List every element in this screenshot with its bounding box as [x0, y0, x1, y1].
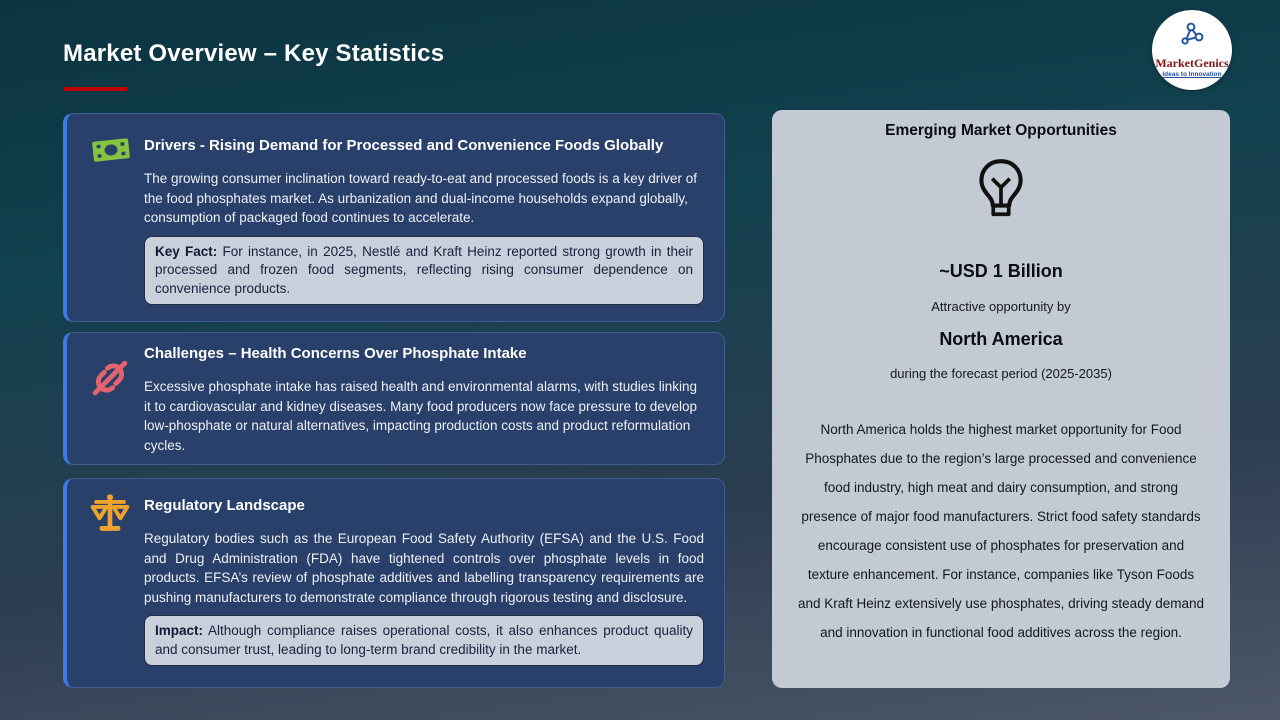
opportunity-period: during the forecast period (2025-2035)	[890, 366, 1112, 381]
card-challenges	[63, 332, 725, 465]
opportunity-panel-title: Emerging Market Opportunities	[885, 122, 1117, 139]
card-drivers	[63, 113, 725, 322]
broken-link-icon	[89, 357, 131, 404]
card-challenges-body: Excessive phosphate intake has raised health and environmental alarms, with studies linking it to cardiovascular and kidney diseases. Many food producers now face pressure to develop low-phosphate or natural alternatives, impacting production costs and product reformulation cycles.	[144, 379, 698, 453]
card-regulatory-body: Regulatory bodies such as the European Food Safety Authority (EFSA) and the U.S. Food and Drug Administration (FDA) have tightened controls over phosphate levels in food products. EFSA’s review of phosphate additives and labelling transparency requirements are pushing manufacturers to demonstrate compliance through rigorous testing and disclosure.	[144, 531, 704, 605]
logo	[1152, 10, 1232, 90]
balance-scale-icon	[89, 493, 131, 538]
key-fact-label: Key Fact:	[155, 243, 218, 259]
impact-label: Impact:	[155, 623, 204, 638]
card-drivers-title: Drivers - Rising Demand for Processed and Convenience Foods Globally	[144, 137, 664, 154]
impact-box	[144, 615, 704, 666]
banknote-icon	[89, 132, 133, 173]
opportunity-subtitle: Attractive opportunity by	[931, 299, 1071, 314]
opportunity-panel	[772, 110, 1230, 688]
card-challenges-title: Challenges – Health Concerns Over Phosphate Intake	[144, 345, 527, 362]
lightbulb-icon	[772, 156, 1230, 227]
card-drivers-body: The growing consumer inclination toward ready-to-eat and processed foods is a key driver of the food phosphates market. As urbanization and dual-income households expand globally, consumption of packaged food continues to accelerate.	[144, 171, 698, 225]
opportunity-region: North America	[939, 329, 1063, 349]
logo-name: MarketGenics	[1155, 55, 1229, 70]
key-fact-box	[144, 236, 704, 306]
card-regulatory-title: Regulatory Landscape	[144, 497, 305, 514]
title-underline	[64, 87, 127, 91]
opportunity-description: North America holds the highest market opportunity for Food Phosphates due to the region’s large processed and convenience food industry, high meat and dairy consumption, and strong presence of major food manufacturers. Strict food safety standards encourage consistent use of phosphates for preservation and texture enhancement. For instance, companies like Tyson Foods and Kraft Heinz extensively use phosphates, driving steady demand and innovation in functional food additives across the region.	[798, 422, 1204, 640]
card-regulatory	[63, 478, 725, 688]
impact-text: Although compliance raises operational costs, it also enhances product quality and consumer trust, leading to long-term brand credibility in the market.	[155, 623, 693, 657]
key-fact-text: For instance, in 2025, Nestlé and Kraft Heinz reported strong growth in their processed and frozen food segments, reflecting rising consumer dependence on convenience products.	[155, 243, 693, 296]
logo-tagline: Ideas to Innovation	[1162, 70, 1222, 78]
page-title: Market Overview – Key Statistics	[63, 40, 445, 67]
molecule-icon	[1177, 22, 1207, 55]
opportunity-value: ~USD 1 Billion	[939, 261, 1063, 281]
